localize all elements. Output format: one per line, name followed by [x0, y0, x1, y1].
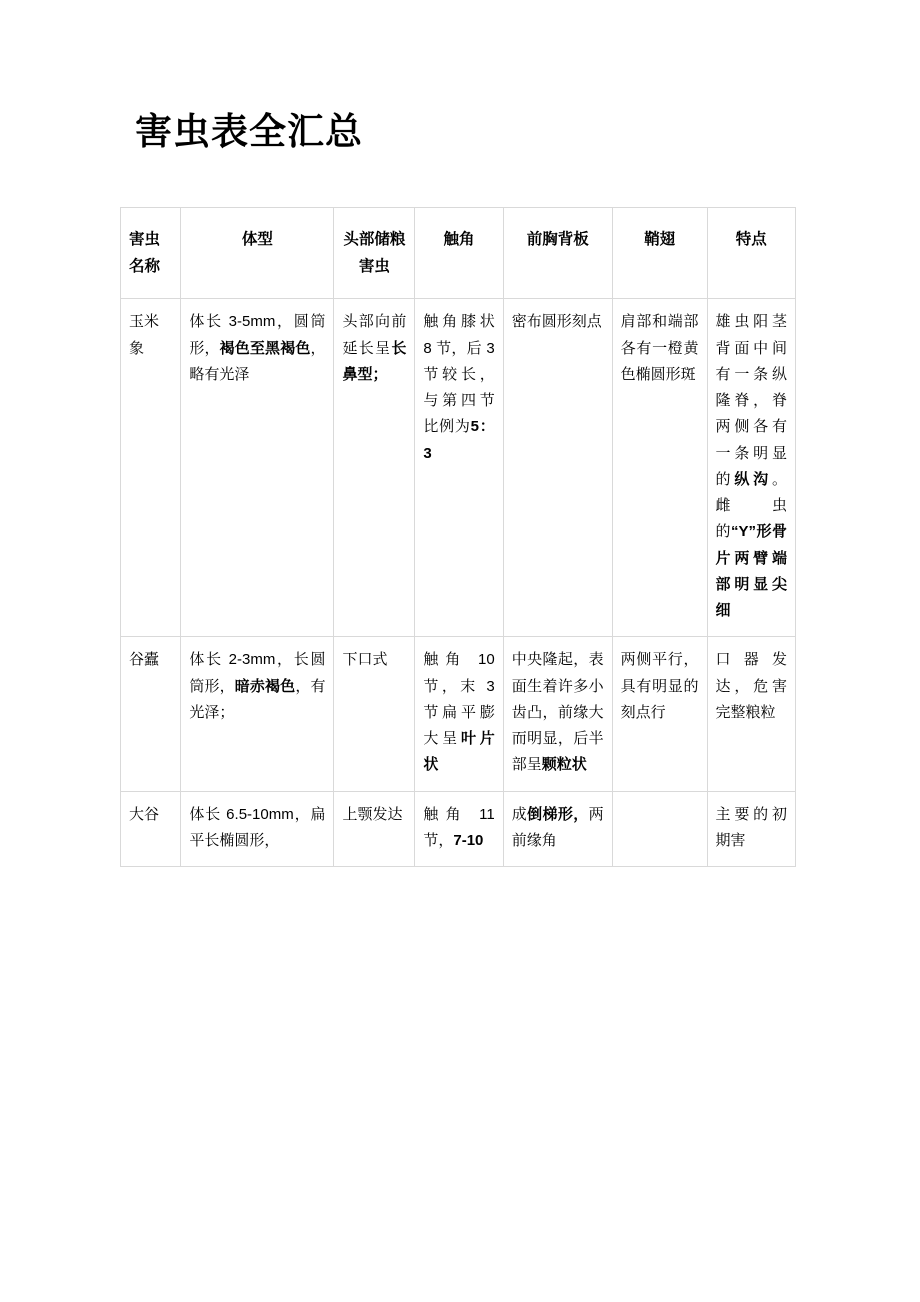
table-cell [334, 637, 415, 791]
emphasis-text: 长鼻型； [342, 339, 407, 383]
cell-text: 体长 6.5-10mm，扁平长椭圆形， [189, 805, 326, 849]
cell-text: ，有光泽； [189, 677, 326, 721]
pest-table [120, 207, 796, 867]
emphasis-text: 叶片状 [423, 730, 495, 774]
cell-text: 两前缘角 [511, 805, 604, 849]
table-header-row [121, 208, 796, 299]
pest-name-cell: 大谷 [121, 791, 181, 867]
cell-text: 肩部和端部各有一橙黄色椭圆形斑 [620, 313, 699, 383]
table-row [121, 299, 796, 637]
table-cell [334, 299, 415, 637]
table-cell [503, 791, 612, 867]
cell-text: 下口式 [342, 651, 388, 669]
table-cell [415, 299, 503, 637]
table-cell [503, 299, 612, 637]
emphasis-text: 倒梯形， [527, 805, 589, 823]
cell-text: 口器发达，危害完整粮粒 [715, 651, 787, 721]
table-row [121, 791, 796, 867]
cell-text: 头部向前延长呈 [342, 313, 407, 357]
table-row [121, 637, 796, 791]
emphasis-text: 暗赤褐色 [234, 677, 296, 695]
cell-text: 触角膝状 8 节，后 3 节较长，与第四节比例为 [423, 313, 495, 436]
table-header-cell-3: 触角 [415, 208, 503, 299]
cell-text: 成 [511, 805, 528, 823]
table-header-cell-2: 头部储粮害虫 [334, 208, 415, 299]
table-header-cell-5: 鞘翅 [612, 208, 707, 299]
table-header-cell-4: 前胸背板 [503, 208, 612, 299]
table-body [121, 299, 796, 867]
table-cell [707, 637, 795, 791]
cell-text: 中央隆起，表面生着许多小齿凸，前缘大而明显，后半部呈 [511, 651, 604, 774]
table-header [121, 208, 796, 299]
cell-text: 体长 2-3mm，长圆筒形， [189, 651, 326, 695]
table-cell [181, 299, 334, 637]
table-cell [612, 791, 707, 867]
cell-text: 上颚发达 [342, 805, 403, 823]
pest-name-cell: 玉米象 [121, 299, 181, 637]
cell-text: 雄虫阳茎背面中间有一条纵隆脊，脊两侧各有一条明显的 [715, 313, 787, 488]
emphasis-text: 颗粒状 [541, 756, 587, 774]
table-cell [612, 299, 707, 637]
table-cell [415, 637, 503, 791]
cell-text: 体长 3-5mm，圆筒形， [189, 313, 326, 357]
emphasis-text: 褐色至黑褐色 [219, 339, 311, 357]
table-cell [181, 637, 334, 791]
table-cell [707, 299, 795, 637]
pest-name-cell: 谷蠹 [121, 637, 181, 791]
cell-text: 密布圆形刻点 [511, 313, 602, 331]
table-cell [503, 637, 612, 791]
table-header-cell-1: 体型 [181, 208, 334, 299]
table-cell [181, 791, 334, 867]
table-header-cell-0: 害虫名称 [121, 208, 181, 299]
table-cell [612, 637, 707, 791]
cell-text: 两侧平行，具有明显的刻点行 [620, 651, 699, 721]
emphasis-text: 5：3 [423, 418, 495, 462]
page-title: 害虫表全汇总 [135, 111, 363, 152]
table-header-cell-6: 特点 [707, 208, 795, 299]
table-cell [415, 791, 503, 867]
table-cell [334, 791, 415, 867]
table-cell [707, 791, 795, 867]
cell-text: 触角 11 节， [423, 805, 495, 849]
cell-text: 触角 10 节，末 3 节扁平膨大呈 [423, 651, 495, 747]
cell-text: ，略有光泽 [189, 339, 326, 383]
emphasis-text: “Y”形骨片两臂端部明显尖细 [715, 523, 787, 619]
emphasis-text: 7-10 [453, 831, 484, 849]
emphasis-text: 纵沟 [734, 470, 772, 488]
cell-text: 主要的初期害 [715, 805, 787, 849]
cell-text: 。雌虫的 [715, 470, 787, 541]
